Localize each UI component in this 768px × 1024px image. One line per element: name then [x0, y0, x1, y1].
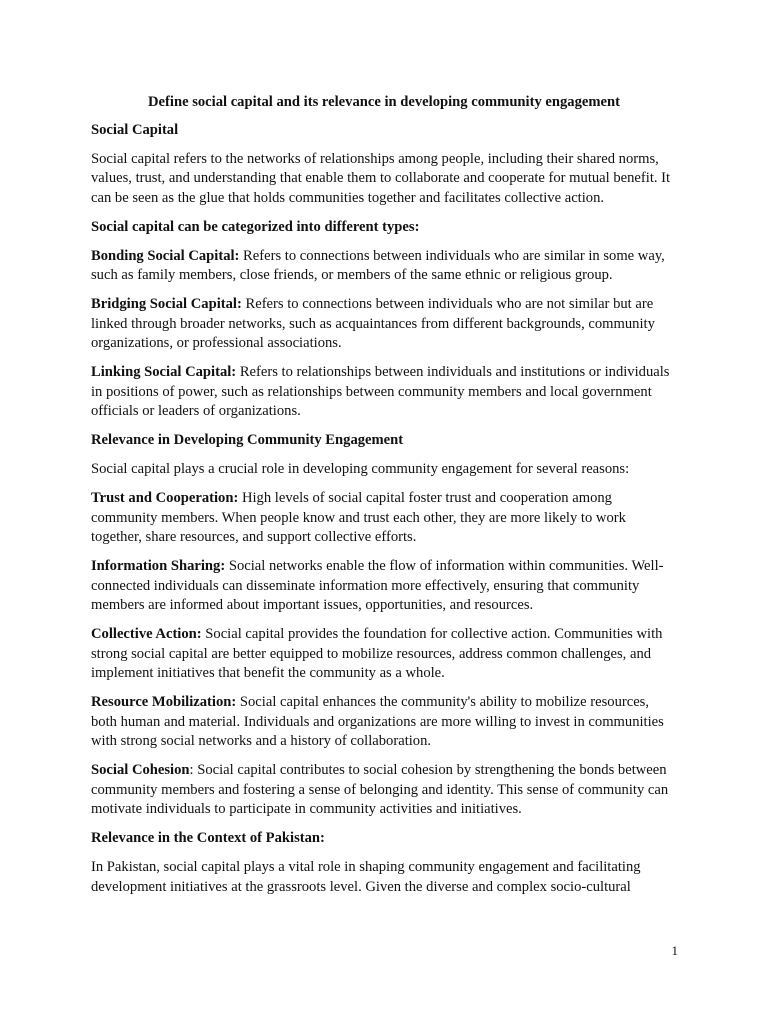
type-linking	[91, 363, 677, 422]
type-term: Bonding Social Capital:	[91, 247, 240, 264]
reason-term: Resource Mobilization:	[91, 694, 237, 710]
reason-text: Social capital provides the foundation for collective action. Communities with strong social capital are better equipped to mobilize resources, address common challenges, and implement initiatives that benefit the community as a whole.	[91, 626, 663, 681]
paragraph-relevance-intro: Social capital plays a crucial role in developing community engagement for several reasons:	[91, 461, 630, 477]
type-text: Refers to connections between individuals who are similar in some way, such as family members, close friends, or members of the same ethnic or religious group.	[91, 247, 665, 283]
document-body	[91, 93, 677, 907]
paragraph-pakistan: In Pakistan, social capital plays a vital role in shaping community engagement and facilitating development initiatives at the grassroots level. Given the diverse and complex socio-cultural	[91, 859, 641, 895]
reason-text: Social capital enhances the community's ability to mobilize resources, both human and material. Individuals and organizations are more willing to invest in communities with strong social networks and a history of collaboration.	[91, 694, 664, 749]
reason-text: High levels of social capital foster trust and cooperation among community members. When people know and trust each other, they are more likely to work together, share resources, and support collective efforts.	[91, 490, 626, 545]
paragraph-intro: Social capital refers to the networks of relationships among people, including their shared norms, values, trust, and understanding that enable them to collaborate and cooperate for mutual benefit. It can be seen as the glue that holds communities together and facilitates collective action.	[91, 150, 671, 206]
reason-term: Trust and Cooperation:	[91, 490, 239, 506]
heading-pakistan: Relevance in the Context of Pakistan:	[91, 830, 325, 846]
type-bonding	[91, 247, 677, 286]
type-text: Refers to connections between individuals who are not similar but are linked through broader networks, such as acquaintances from different backgrounds, community organizations, or professional associations.	[91, 296, 655, 351]
heading-types: Social capital can be categorized into different types:	[91, 218, 420, 235]
heading-relevance: Relevance in Developing Community Engagement	[91, 432, 404, 448]
type-term: Bridging Social Capital:	[91, 296, 242, 312]
heading-social-capital: Social Capital	[91, 121, 179, 138]
reason-term: Collective Action:	[91, 626, 202, 642]
type-bridging	[91, 295, 677, 354]
reason-text: : Social capital contributes to social cohesion by strengthening the bonds between community members and fostering a sense of belonging and identity. This sense of community can motivate individuals to participate in community activities and initiatives.	[91, 762, 669, 817]
reason-trust	[91, 489, 677, 548]
page-number: 1	[671, 943, 678, 958]
document-title: Define social capital and its relevance in developing community engagement	[148, 94, 620, 110]
reason-text: Social networks enable the flow of information within communities. Well-connected individuals can disseminate information more effectively, ensuring that community members are informed about important issues, opportunities, and resources.	[91, 558, 664, 613]
reason-information	[91, 557, 677, 616]
reason-social-cohesion	[91, 761, 677, 820]
reason-term: Information Sharing:	[91, 558, 226, 574]
type-term: Linking Social Capital:	[91, 364, 237, 380]
reason-term: Social Cohesion	[91, 762, 190, 778]
reason-resource-mobilization	[91, 693, 677, 752]
type-text: Refers to relationships between individuals and institutions or individuals in positions of power, such as relationships between community members and local government officials or leaders of organizations.	[91, 364, 670, 419]
reason-collective-action	[91, 625, 677, 684]
